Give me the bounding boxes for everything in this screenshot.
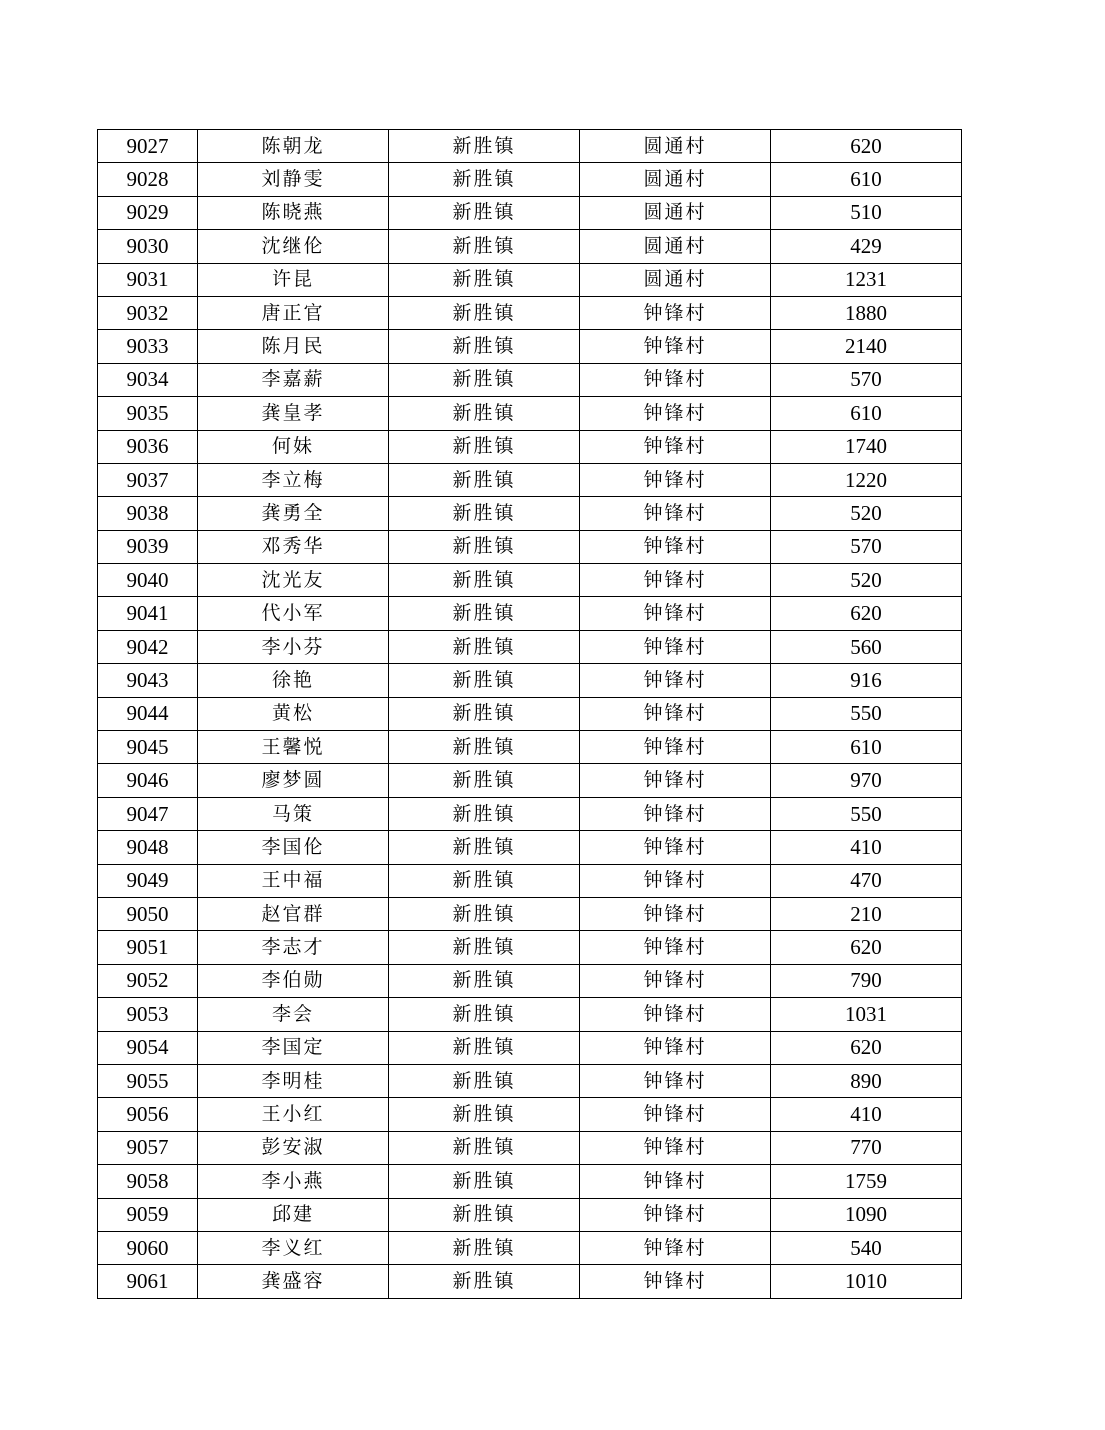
table-row <box>98 864 962 897</box>
row-number-cell: 9039 <box>98 530 198 563</box>
town-cell: 新胜镇 <box>389 630 580 663</box>
name-cell: 李嘉薪 <box>198 363 389 396</box>
village-cell: 钟锋村 <box>580 530 771 563</box>
table-row <box>98 463 962 496</box>
name-cell: 何妹 <box>198 430 389 463</box>
table-row <box>98 330 962 363</box>
village-cell: 圆通村 <box>580 163 771 196</box>
amount-cell: 520 <box>771 564 962 597</box>
row-number-cell: 9049 <box>98 864 198 897</box>
village-cell: 钟锋村 <box>580 363 771 396</box>
table-row <box>98 831 962 864</box>
amount-cell: 610 <box>771 731 962 764</box>
row-number-cell: 9035 <box>98 397 198 430</box>
amount-cell: 1740 <box>771 430 962 463</box>
row-number-cell: 9043 <box>98 664 198 697</box>
table-row <box>98 998 962 1031</box>
table-row <box>98 1131 962 1164</box>
table-row <box>98 1231 962 1264</box>
row-number-cell: 9057 <box>98 1131 198 1164</box>
amount-cell: 1031 <box>771 998 962 1031</box>
row-number-cell: 9047 <box>98 797 198 830</box>
town-cell: 新胜镇 <box>389 497 580 530</box>
amount-cell: 2140 <box>771 330 962 363</box>
row-number-cell: 9037 <box>98 463 198 496</box>
table-row <box>98 263 962 296</box>
town-cell: 新胜镇 <box>389 397 580 430</box>
town-cell: 新胜镇 <box>389 1198 580 1231</box>
name-cell: 刘静雯 <box>198 163 389 196</box>
town-cell: 新胜镇 <box>389 263 580 296</box>
table-row <box>98 897 962 930</box>
amount-cell: 550 <box>771 797 962 830</box>
row-number-cell: 9029 <box>98 196 198 229</box>
town-cell: 新胜镇 <box>389 564 580 597</box>
row-number-cell: 9061 <box>98 1265 198 1298</box>
row-number-cell: 9058 <box>98 1165 198 1198</box>
name-cell: 李明桂 <box>198 1064 389 1097</box>
name-cell: 龚盛容 <box>198 1265 389 1298</box>
amount-cell: 570 <box>771 363 962 396</box>
village-cell: 钟锋村 <box>580 764 771 797</box>
name-cell: 陈月民 <box>198 330 389 363</box>
table-row <box>98 163 962 196</box>
village-cell: 圆通村 <box>580 130 771 163</box>
town-cell: 新胜镇 <box>389 797 580 830</box>
amount-cell: 620 <box>771 597 962 630</box>
table-row <box>98 1198 962 1231</box>
row-number-cell: 9036 <box>98 430 198 463</box>
village-cell: 钟锋村 <box>580 1098 771 1131</box>
town-cell: 新胜镇 <box>389 363 580 396</box>
village-cell: 钟锋村 <box>580 931 771 964</box>
row-number-cell: 9030 <box>98 230 198 263</box>
town-cell: 新胜镇 <box>389 731 580 764</box>
amount-cell: 770 <box>771 1131 962 1164</box>
town-cell: 新胜镇 <box>389 831 580 864</box>
table-row <box>98 697 962 730</box>
name-cell: 李国定 <box>198 1031 389 1064</box>
village-cell: 钟锋村 <box>580 1198 771 1231</box>
table-row <box>98 664 962 697</box>
amount-cell: 620 <box>771 130 962 163</box>
name-cell: 彭安淑 <box>198 1131 389 1164</box>
village-cell: 钟锋村 <box>580 831 771 864</box>
amount-cell: 620 <box>771 931 962 964</box>
row-number-cell: 9056 <box>98 1098 198 1131</box>
row-number-cell: 9031 <box>98 263 198 296</box>
amount-cell: 620 <box>771 1031 962 1064</box>
village-cell: 钟锋村 <box>580 630 771 663</box>
amount-cell: 970 <box>771 764 962 797</box>
town-cell: 新胜镇 <box>389 130 580 163</box>
amount-cell: 520 <box>771 497 962 530</box>
town-cell: 新胜镇 <box>389 1131 580 1164</box>
town-cell: 新胜镇 <box>389 296 580 329</box>
row-number-cell: 9027 <box>98 130 198 163</box>
village-cell: 钟锋村 <box>580 998 771 1031</box>
town-cell: 新胜镇 <box>389 1064 580 1097</box>
village-cell: 钟锋村 <box>580 1031 771 1064</box>
data-table <box>97 129 962 1299</box>
village-cell: 钟锋村 <box>580 897 771 930</box>
village-cell: 圆通村 <box>580 230 771 263</box>
table-row <box>98 597 962 630</box>
town-cell: 新胜镇 <box>389 463 580 496</box>
amount-cell: 560 <box>771 630 962 663</box>
amount-cell: 540 <box>771 1231 962 1264</box>
table-row <box>98 1165 962 1198</box>
town-cell: 新胜镇 <box>389 897 580 930</box>
amount-cell: 790 <box>771 964 962 997</box>
village-cell: 钟锋村 <box>580 731 771 764</box>
town-cell: 新胜镇 <box>389 330 580 363</box>
row-number-cell: 9028 <box>98 163 198 196</box>
name-cell: 陈晓燕 <box>198 196 389 229</box>
amount-cell: 210 <box>771 897 962 930</box>
name-cell: 龚皇孝 <box>198 397 389 430</box>
village-cell: 钟锋村 <box>580 697 771 730</box>
name-cell: 沈光友 <box>198 564 389 597</box>
row-number-cell: 9051 <box>98 931 198 964</box>
village-cell: 钟锋村 <box>580 1265 771 1298</box>
town-cell: 新胜镇 <box>389 163 580 196</box>
table-row <box>98 397 962 430</box>
amount-cell: 916 <box>771 664 962 697</box>
town-cell: 新胜镇 <box>389 664 580 697</box>
town-cell: 新胜镇 <box>389 196 580 229</box>
table-row <box>98 564 962 597</box>
amount-cell: 610 <box>771 397 962 430</box>
village-cell: 钟锋村 <box>580 1131 771 1164</box>
row-number-cell: 9033 <box>98 330 198 363</box>
row-number-cell: 9040 <box>98 564 198 597</box>
village-cell: 圆通村 <box>580 263 771 296</box>
name-cell: 李小芬 <box>198 630 389 663</box>
row-number-cell: 9059 <box>98 1198 198 1231</box>
name-cell: 王中福 <box>198 864 389 897</box>
table-row <box>98 964 962 997</box>
name-cell: 李伯勋 <box>198 964 389 997</box>
amount-cell: 1880 <box>771 296 962 329</box>
name-cell: 邓秀华 <box>198 530 389 563</box>
amount-cell: 1759 <box>771 1165 962 1198</box>
row-number-cell: 9032 <box>98 296 198 329</box>
name-cell: 李立梅 <box>198 463 389 496</box>
name-cell: 徐艳 <box>198 664 389 697</box>
name-cell: 邱建 <box>198 1198 389 1231</box>
amount-cell: 429 <box>771 230 962 263</box>
town-cell: 新胜镇 <box>389 1031 580 1064</box>
town-cell: 新胜镇 <box>389 931 580 964</box>
table-body <box>98 130 962 1299</box>
row-number-cell: 9060 <box>98 1231 198 1264</box>
village-cell: 钟锋村 <box>580 296 771 329</box>
town-cell: 新胜镇 <box>389 1098 580 1131</box>
village-cell: 钟锋村 <box>580 397 771 430</box>
town-cell: 新胜镇 <box>389 1165 580 1198</box>
town-cell: 新胜镇 <box>389 530 580 563</box>
amount-cell: 510 <box>771 196 962 229</box>
table-row <box>98 764 962 797</box>
amount-cell: 1090 <box>771 1198 962 1231</box>
row-number-cell: 9052 <box>98 964 198 997</box>
amount-cell: 550 <box>771 697 962 730</box>
row-number-cell: 9042 <box>98 630 198 663</box>
amount-cell: 410 <box>771 1098 962 1131</box>
row-number-cell: 9034 <box>98 363 198 396</box>
row-number-cell: 9050 <box>98 897 198 930</box>
row-number-cell: 9046 <box>98 764 198 797</box>
amount-cell: 1220 <box>771 463 962 496</box>
table-row <box>98 296 962 329</box>
village-cell: 钟锋村 <box>580 797 771 830</box>
row-number-cell: 9044 <box>98 697 198 730</box>
table-row <box>98 430 962 463</box>
row-number-cell: 9055 <box>98 1064 198 1097</box>
table-row <box>98 731 962 764</box>
amount-cell: 890 <box>771 1064 962 1097</box>
name-cell: 唐正官 <box>198 296 389 329</box>
name-cell: 代小军 <box>198 597 389 630</box>
town-cell: 新胜镇 <box>389 597 580 630</box>
town-cell: 新胜镇 <box>389 764 580 797</box>
name-cell: 李志才 <box>198 931 389 964</box>
table-row <box>98 797 962 830</box>
amount-cell: 610 <box>771 163 962 196</box>
village-cell: 钟锋村 <box>580 597 771 630</box>
village-cell: 钟锋村 <box>580 864 771 897</box>
village-cell: 钟锋村 <box>580 1064 771 1097</box>
name-cell: 王馨悦 <box>198 731 389 764</box>
name-cell: 龚勇全 <box>198 497 389 530</box>
table-row <box>98 230 962 263</box>
name-cell: 李小燕 <box>198 1165 389 1198</box>
village-cell: 钟锋村 <box>580 964 771 997</box>
amount-cell: 410 <box>771 831 962 864</box>
name-cell: 王小红 <box>198 1098 389 1131</box>
name-cell: 廖梦圆 <box>198 764 389 797</box>
town-cell: 新胜镇 <box>389 864 580 897</box>
name-cell: 马策 <box>198 797 389 830</box>
table-row <box>98 1098 962 1131</box>
row-number-cell: 9048 <box>98 831 198 864</box>
table-row <box>98 497 962 530</box>
name-cell: 沈继伦 <box>198 230 389 263</box>
town-cell: 新胜镇 <box>389 998 580 1031</box>
amount-cell: 470 <box>771 864 962 897</box>
name-cell: 赵官群 <box>198 897 389 930</box>
village-cell: 钟锋村 <box>580 330 771 363</box>
name-cell: 李国伦 <box>198 831 389 864</box>
town-cell: 新胜镇 <box>389 430 580 463</box>
amount-cell: 1231 <box>771 263 962 296</box>
row-number-cell: 9054 <box>98 1031 198 1064</box>
village-cell: 钟锋村 <box>580 564 771 597</box>
amount-cell: 570 <box>771 530 962 563</box>
town-cell: 新胜镇 <box>389 230 580 263</box>
row-number-cell: 9053 <box>98 998 198 1031</box>
name-cell: 陈朝龙 <box>198 130 389 163</box>
town-cell: 新胜镇 <box>389 697 580 730</box>
row-number-cell: 9045 <box>98 731 198 764</box>
name-cell: 许昆 <box>198 263 389 296</box>
table-row <box>98 530 962 563</box>
table-row <box>98 1265 962 1298</box>
name-cell: 黄松 <box>198 697 389 730</box>
table-row <box>98 130 962 163</box>
town-cell: 新胜镇 <box>389 964 580 997</box>
amount-cell: 1010 <box>771 1265 962 1298</box>
village-cell: 圆通村 <box>580 196 771 229</box>
village-cell: 钟锋村 <box>580 430 771 463</box>
name-cell: 李会 <box>198 998 389 1031</box>
row-number-cell: 9041 <box>98 597 198 630</box>
row-number-cell: 9038 <box>98 497 198 530</box>
town-cell: 新胜镇 <box>389 1231 580 1264</box>
table-row <box>98 1031 962 1064</box>
table-row <box>98 630 962 663</box>
table-row <box>98 363 962 396</box>
table-row <box>98 931 962 964</box>
table-row <box>98 196 962 229</box>
town-cell: 新胜镇 <box>389 1265 580 1298</box>
village-cell: 钟锋村 <box>580 1231 771 1264</box>
village-cell: 钟锋村 <box>580 664 771 697</box>
village-cell: 钟锋村 <box>580 463 771 496</box>
table-row <box>98 1064 962 1097</box>
village-cell: 钟锋村 <box>580 1165 771 1198</box>
name-cell: 李义红 <box>198 1231 389 1264</box>
village-cell: 钟锋村 <box>580 497 771 530</box>
